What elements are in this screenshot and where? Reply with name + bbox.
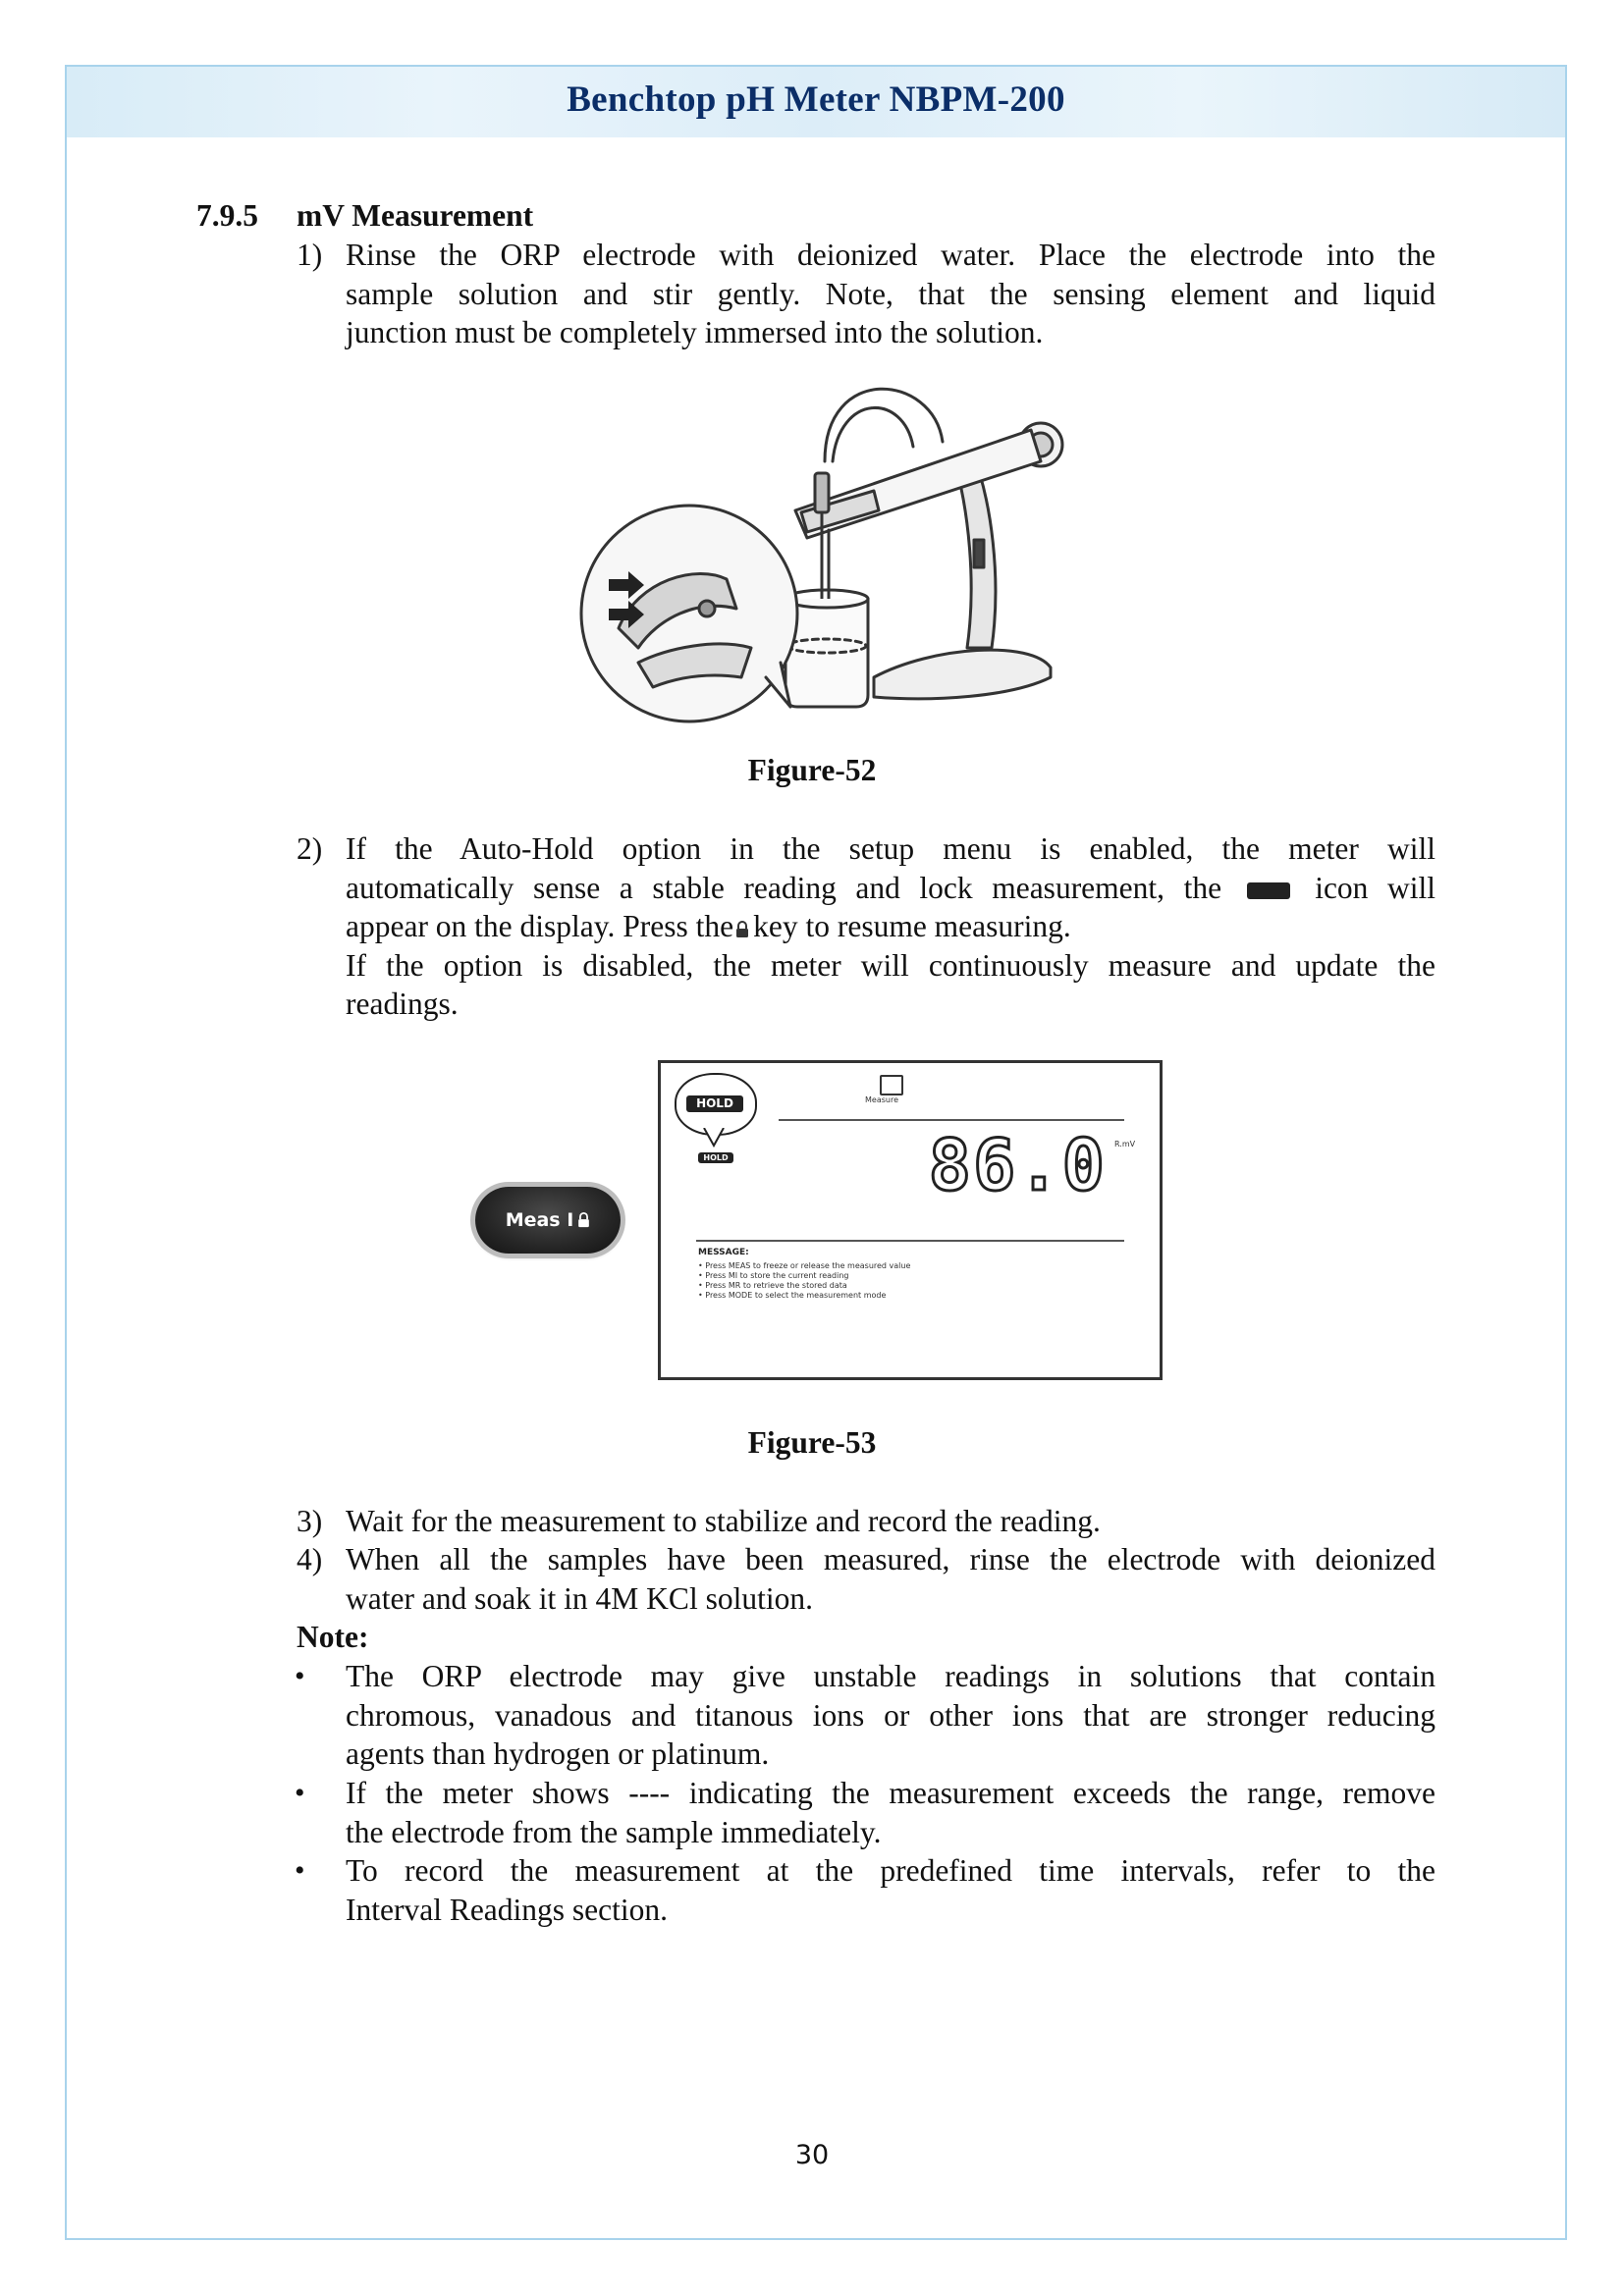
step-3-text [346, 1502, 1435, 1541]
section-title: mV Measurement [297, 198, 534, 233]
step-1-text [346, 236, 1435, 352]
step-4-number: 4) [297, 1542, 323, 1576]
step-2-number: 2) [297, 831, 323, 866]
step-2-line: If the option is disabled, the meter will continuously measure and update the [346, 947, 1435, 983]
beaker-icon [880, 1075, 903, 1095]
document-title: Benchtop pH Meter NBPM-200 [567, 80, 1065, 120]
page-header [67, 67, 1565, 137]
meas-button-label: Meas I [505, 1209, 574, 1231]
message-line: • Press MODE to select the measurement mode [698, 1291, 887, 1300]
step-4-line: water and soak it in 4M KCl solution. [346, 1580, 813, 1616]
message-line: • Press MR to retrieve the stored data [698, 1281, 847, 1290]
note-line: If the meter shows ---- indicating the measurement exceeds the range, remove [346, 1776, 1435, 1810]
note-line: To record the measurement at the predefined time intervals, refer to the [346, 1853, 1435, 1888]
note-bullet-2 [346, 1774, 1435, 1851]
hold-callout-bubble [675, 1073, 757, 1136]
figure-52-illustration [579, 383, 1070, 726]
bullet-marker: • [295, 1854, 305, 1887]
message-line: • Press MI to store the current reading [698, 1271, 849, 1280]
step-2-text [346, 829, 1435, 1024]
mode-label: Measure [865, 1095, 898, 1104]
page-number: 30 [794, 2140, 830, 2170]
step-2-line-part: automatically sense a stable reading and lock measurement, the [346, 870, 1222, 905]
step-1-line: Rinse the ORP electrode with deionized water. Place the electrode into the [346, 238, 1435, 272]
lcd-display-illustration [658, 1060, 1163, 1380]
note-line: the electrode from the sample immediately. [346, 1814, 882, 1849]
meas-button-illustration [475, 1187, 621, 1254]
message-line: • Press MEAS to freeze or release the measured value [698, 1261, 911, 1270]
step-4-text [346, 1540, 1435, 1618]
step-1-line: junction must be completely immersed into the solution. [346, 315, 1044, 349]
lock-icon [735, 921, 749, 938]
callout-pointer [702, 1128, 726, 1148]
figure-53-caption: Figure-53 [747, 1425, 877, 1460]
note-line: chromous, vanadous and titanous ions or other ions that are stronger reducing [346, 1697, 1435, 1733]
step-3-line: Wait for the measurement to stabilize and record the reading. [346, 1504, 1101, 1538]
note-line: agents than hydrogen or platinum. [346, 1736, 770, 1771]
message-title: MESSAGE: [698, 1248, 749, 1257]
hold-indicator-large: HOLD [686, 1095, 743, 1112]
step-2-line-part: icon will [1315, 870, 1436, 905]
measurement-reading: 86.0 [928, 1124, 1107, 1206]
note-bullet-3 [346, 1851, 1435, 1929]
lock-icon [577, 1212, 590, 1228]
hold-icon [1247, 882, 1290, 899]
reading-unit: R.mV [1114, 1140, 1136, 1148]
note-label: Note: [297, 1620, 369, 1654]
step-1-number: 1) [297, 238, 323, 272]
step-2-line: If the Auto-Hold option in the setup menu is enabled, the meter will [346, 831, 1435, 866]
note-line: Interval Readings section. [346, 1892, 669, 1927]
lcd-divider [779, 1119, 1124, 1121]
step-2-line [346, 907, 1435, 946]
step-2-line [346, 869, 1435, 908]
step-2-line-part: appear on the display. Press the [346, 909, 734, 943]
figure-52-caption: Figure-52 [747, 753, 877, 787]
note-line: The ORP electrode may give unstable readings in solutions that contain [346, 1659, 1435, 1693]
bullet-marker: • [295, 1660, 305, 1692]
section-number: 7.9.5 [196, 198, 258, 233]
lcd-divider [696, 1240, 1124, 1242]
step-2-line-part: key to resume measuring. [753, 909, 1071, 943]
step-4-line: When all the samples have been measured, rinse the electrode with deionized [346, 1542, 1435, 1576]
step-1-line: sample solution and stir gently. Note, that the sensing element and liquid [346, 276, 1435, 311]
bullet-marker: • [295, 1777, 305, 1809]
step-2-line: readings. [346, 987, 459, 1021]
note-bullet-1 [346, 1657, 1435, 1774]
hold-indicator-small: HOLD [698, 1152, 733, 1163]
step-3-number: 3) [297, 1504, 323, 1538]
